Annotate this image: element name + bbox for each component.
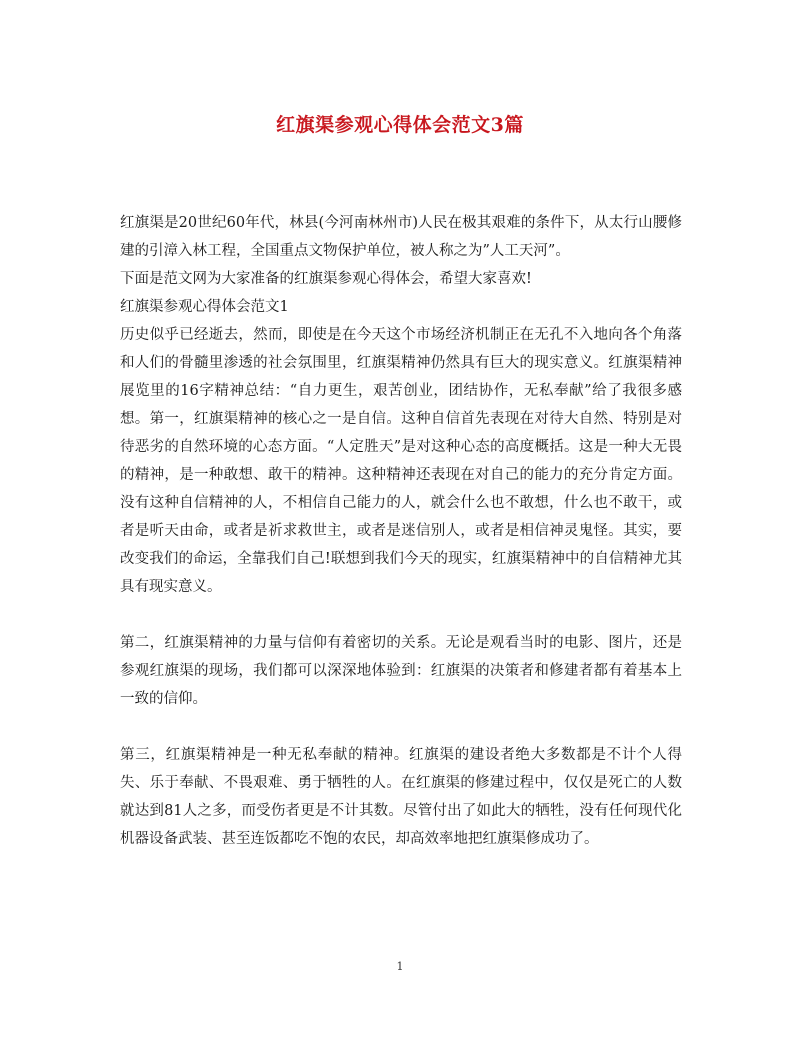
body-paragraph-3: 第三，红旗渠精神是一种无私奉献的精神。红旗渠的建设者绝大多数都是不计个人得失、乐于奉献、不畏艰难、勇于牺牲的人。在红旗渠的修建过程中，仅仅是死亡的人数就达到81人之多，而受伤者更是不计其数。尽管付出了如此大的牺牲，没有任何现代化机器设备武装、甚至连饭都吃不饱的农民，却高效率地把红旗渠修成功了。 (120, 747, 682, 847)
body-paragraph-2: 第二，红旗渠精神的力量与信仰有着密切的关系。无论是观看当时的电影、图片，还是参观红旗渠的现场，我们都可以深深地体验到：红旗渠的决策者和修建者都有着基本上一致的信仰。 (120, 635, 682, 707)
page-number: 1 (396, 960, 404, 973)
intro-paragraph: 红旗渠是20世纪60年代，林县(今河南林州市)人民在极其艰难的条件下，从太行山腰修建的引漳入林工程，全国重点文物保护单位，被人称之为”人工天河”。 (120, 215, 682, 259)
body-paragraph-1: 历史似乎已经逝去，然而，即使是在今天这个市场经济机制正在无孔不入地向各个角落和人们的骨髓里渗透的社会氛围里，红旗渠精神仍然具有巨大的现实意义。红旗渠精神展览里的16字精神总结：“自力更生，艰苦创业，团结协作，无私奉献”给了我很多感想。第一，红旗渠精神的核心之一是自信。这种自信首先表现在对待大自然、特别是对待恶劣的自然环境的心态方面。“人定胜天”是对这种心态的高度概括。这是一种大无畏的精神，是一种敢想、敢干的精神。这种精神还表现在对自己的能力的充分肯定方面。没有这种自信精神的人，不相信自己能力的人，就会什么也不敢想，什么也不敢干，或者是听天由命，或者是祈求救世主，或者是迷信别人，或者是相信神灵鬼怪。其实，要改变我们的命运，全靠我们自己!联想到我们今天的现实，红旗渠精神中的自信精神尤其具有现实意义。 (120, 327, 682, 595)
intro-note-paragraph: 下面是范文网为大家准备的红旗渠参观心得体会，希望大家喜欢! (120, 271, 532, 287)
document-title: 红旗渠参观心得体会范文3篇 (276, 114, 524, 136)
document-body (120, 209, 682, 853)
section-heading: 红旗渠参观心得体会范文1 (120, 299, 289, 315)
